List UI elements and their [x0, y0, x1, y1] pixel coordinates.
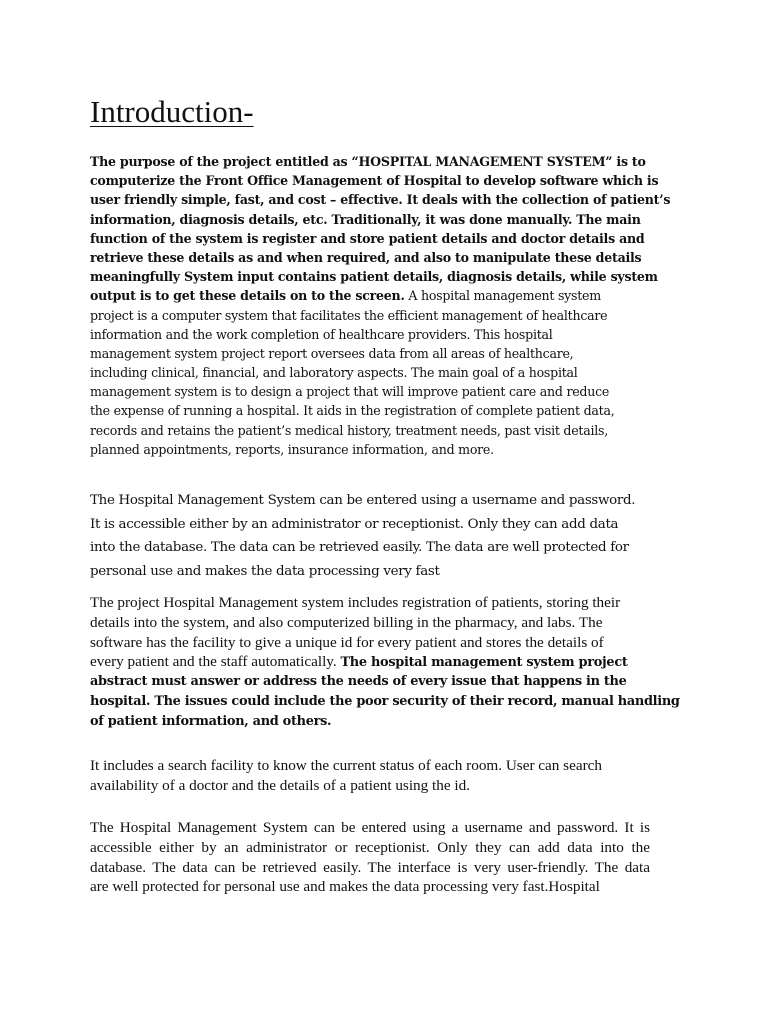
- text-line: meaningfully System input contains patient details, diagnosis details, while system: [90, 269, 658, 285]
- text-line: accessible either by an administrator or receptionist. Only they can add data into the: [90, 838, 650, 856]
- text-line-mixed: [90, 652, 675, 672]
- text-line: The Hospital Management System can be entered using a username and password.: [90, 493, 636, 508]
- text-line: hospital. The issues could include the poor security of their record, manual handling: [90, 693, 680, 709]
- text-line: abstract must answer or address the needs of every issue that happens in the: [90, 674, 627, 690]
- text-line: management system is to design a project that will improve patient care and reduce: [90, 384, 610, 400]
- page-title: Introduction-: [90, 94, 254, 129]
- text-line: management system project report oversees data from all areas of healthcare,: [90, 345, 574, 361]
- text-line: retrieve these details as and when required, and also to manipulate these details: [90, 249, 642, 265]
- regular-span: every patient and the staff automatically.: [90, 653, 341, 671]
- text-line: information, diagnosis details, etc. Traditionally, it was done manually. The main: [90, 211, 641, 227]
- text-line-mixed: [90, 286, 675, 305]
- text-line: into the database. The data can be retrieved easily. The data are well protected for: [90, 540, 629, 556]
- text-line: are well protected for personal use and makes the data processing very fast.Hospital: [90, 878, 600, 896]
- paragraph-registration: [90, 593, 680, 732]
- text-line: The project Hospital Management system includes registration of patients, storing their: [90, 594, 621, 611]
- text-line: personal use and makes the data processing very fast: [90, 563, 440, 579]
- text-line: It is accessible either by an administrator or receptionist. Only they can add data: [90, 516, 619, 532]
- bold-span: output is to get these details on to the screen.: [90, 288, 405, 304]
- text-line: function of the system is register and store patient details and doctor details and: [90, 230, 645, 246]
- text-line: availability of a doctor and the details of a patient using the id.: [90, 776, 470, 794]
- paragraph-login: [90, 489, 675, 583]
- text-line: project is a computer system that facilitates the efficient management of healthcare: [90, 307, 608, 323]
- text-line: information and the work completion of healthcare providers. This hospital: [90, 326, 553, 342]
- regular-span: A hospital management system: [404, 288, 601, 304]
- text-line: The Hospital Management System can be entered using a username and password. It is: [90, 819, 650, 836]
- paragraph-access: [90, 818, 675, 897]
- paragraph-search: [90, 756, 675, 796]
- text-line: of patient information, and others.: [90, 713, 332, 729]
- text-line: software has the facility to give a unique id for every patient and stores the details of: [90, 633, 604, 651]
- text-line: the expense of running a hospital. It aids in the registration of complete patient data,: [90, 403, 615, 419]
- text-line: user friendly simple, fast, and cost – effective. It deals with the collection of patient’s: [90, 192, 671, 208]
- text-line: The purpose of the project entitled as “HOSPITAL MANAGEMENT SYSTEM” is to: [90, 154, 646, 169]
- text-line: records and retains the patient’s medical history, treatment needs, past visit details,: [90, 422, 609, 438]
- text-line: including clinical, financial, and laboratory aspects. The main goal of a hospital: [90, 365, 578, 381]
- text-line: details into the system, and also computerized billing in the pharmacy, and labs. The: [90, 613, 603, 631]
- paragraph-purpose: [90, 152, 675, 459]
- bold-span: The hospital management system project: [340, 655, 628, 671]
- text-line: computerize the Front Office Management of Hospital to develop software which is: [90, 173, 659, 189]
- text-line: database. The data can be retrieved easily. The interface is very user-friendly. The data: [90, 858, 650, 876]
- text-line: planned appointments, reports, insurance information, and more.: [90, 441, 494, 457]
- text-line: It includes a search facility to know the current status of each room. User can search: [90, 757, 602, 774]
